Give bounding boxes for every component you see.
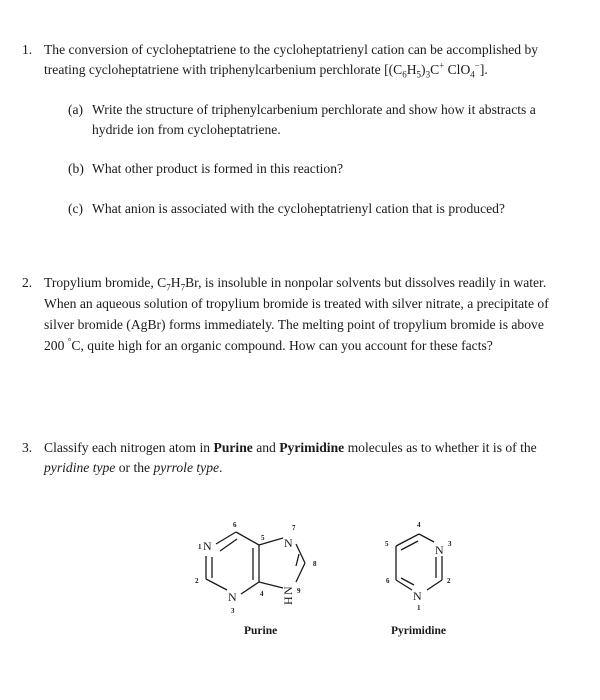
purine-term: Purine [213, 440, 253, 455]
purine-pos-6: 6 [233, 521, 237, 529]
question-2-line-3: silver bromide (AgBr) forms immediately. The melting point of tropylium bromide is above [44, 317, 544, 332]
purine-n9: N [281, 586, 295, 595]
question-1a-line-2: hydride ion from cycloheptatriene. [92, 122, 281, 137]
purine-pos-8: 8 [313, 560, 317, 568]
pyrimidine-caption: Pyrimidine [391, 625, 446, 637]
purine-pos-5: 5 [261, 534, 265, 542]
question-number: 1. [22, 42, 33, 57]
question-1-line-1: The conversion of cycloheptatriene to the cycloheptatrienyl cation can be accomplished by [44, 42, 539, 57]
question-3-line-1: Classify each nitrogen atom in Purine and Pyrimidine molecules as to whether it is of the [44, 440, 537, 455]
pyridine-type-term: pyridine type [44, 460, 116, 475]
pyrimidine-pos-1: 1 [417, 604, 421, 612]
question-3-line-2: pyridine type or the pyrrole type. [44, 460, 223, 475]
purine-n3: N [228, 590, 237, 604]
question-1-line-2: treating cycloheptatriene with triphenylcarbenium perchlorate [$(C_6H_5)_3C^+$ ClO$_4$−]. [44, 60, 488, 80]
pyrimidine-n3: N [435, 543, 444, 557]
purine-pos-4: 4 [260, 590, 264, 598]
question-2-line-1: Tropylium bromide, $C_7H_7Br$, is insoluble in nonpolar solvents but dissolves readily in water. [44, 275, 547, 293]
pyrimidine-term: Pyrimidine [279, 440, 345, 455]
pyrimidine-pos-3: 3 [448, 540, 452, 548]
purine-h9: H [281, 596, 295, 605]
pyrimidine-pos-6: 6 [386, 577, 390, 585]
purine-n1: N [203, 539, 212, 553]
pyrimidine-pos-2: 2 [447, 577, 451, 585]
subquestion-label: (b) [68, 161, 84, 176]
question-number: 3. [22, 440, 33, 455]
purine-caption: Purine [244, 625, 278, 637]
purine-pos-1: 1 [198, 543, 202, 551]
question-1c-text: What anion is associated with the cycloheptatrienyl cation that is produced? [92, 201, 505, 216]
purine-pos-9: 9 [297, 587, 301, 595]
purine-n7: N [284, 536, 293, 550]
question-2-line-4: 200 °C, quite high for an organic compound. How can you account for these facts? [44, 336, 493, 353]
subquestion-label: (c) [68, 201, 84, 216]
pyrrole-type-term: pyrrole type [153, 460, 220, 475]
purine-pos-2: 2 [195, 577, 199, 585]
pyrimidine-n1: N [413, 589, 422, 603]
question-1a-line-1: Write the structure of triphenylcarbenium perchlorate and show how it abstracts a [92, 102, 536, 117]
purine-pos-7: 7 [292, 524, 296, 532]
purine-pos-3: 3 [231, 607, 235, 615]
pyrimidine-pos-5: 5 [385, 540, 389, 548]
subquestion-label: (a) [68, 102, 84, 117]
question-number: 2. [22, 275, 33, 290]
question-1b-text: What other product is formed in this reaction? [92, 161, 344, 176]
pyrimidine-pos-4: 4 [417, 521, 421, 529]
question-2-line-2: When an aqueous solution of tropylium bromide is treated with silver nitrate, a precipitate of [44, 296, 549, 311]
